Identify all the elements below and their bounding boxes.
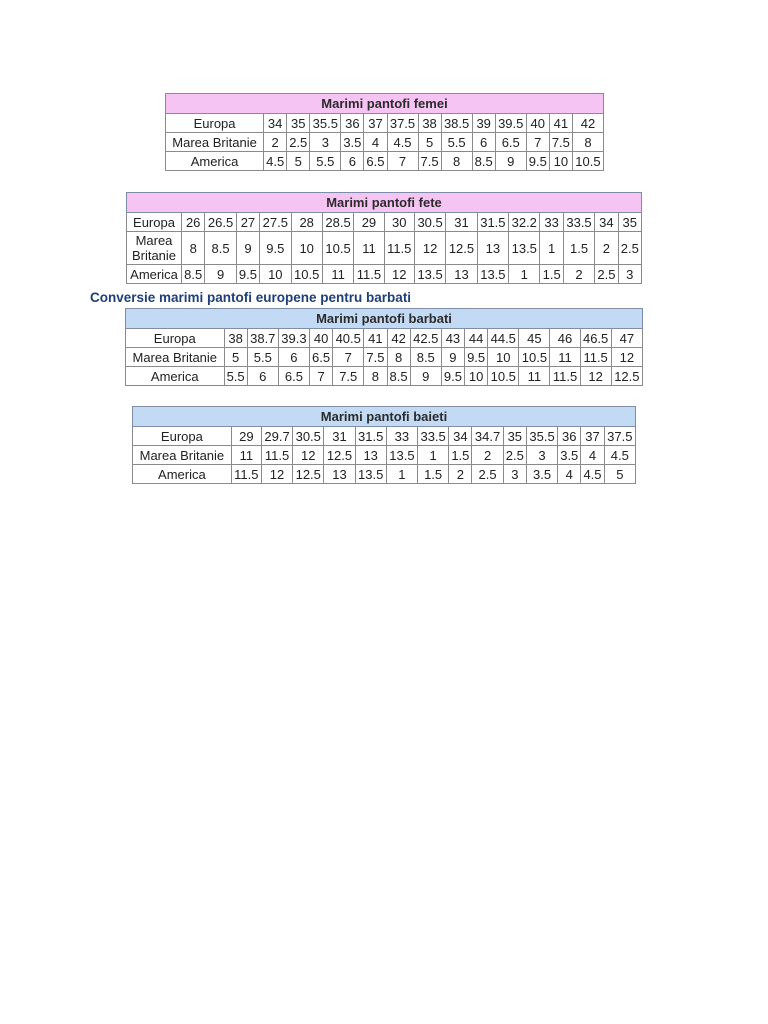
- size-cell: 4: [364, 133, 387, 152]
- size-cell: 13: [446, 265, 477, 284]
- size-cell: 2.5: [618, 232, 641, 265]
- size-cell: 4.5: [581, 465, 604, 484]
- size-cell: 13: [477, 232, 508, 265]
- size-cell: 1: [509, 265, 540, 284]
- row-label: Marea Britanie: [166, 133, 264, 152]
- men-size-table: [125, 308, 643, 386]
- size-cell: 27.5: [260, 213, 291, 232]
- boys-size-table: [132, 406, 636, 484]
- size-cell: 7: [387, 152, 418, 171]
- size-cell: 34.7: [472, 427, 503, 446]
- size-cell: 3: [310, 133, 341, 152]
- size-cell: 1.5: [449, 446, 472, 465]
- size-cell: 33: [386, 427, 417, 446]
- size-cell: 36: [558, 427, 581, 446]
- size-cell: 11.5: [261, 446, 292, 465]
- size-cell: 3: [503, 465, 526, 484]
- size-cell: 1: [386, 465, 417, 484]
- size-cell: 38.7: [247, 329, 278, 348]
- size-cell: 37.5: [387, 114, 418, 133]
- table-row: [166, 152, 604, 171]
- size-cell: 46.5: [580, 329, 611, 348]
- size-cell: 1.5: [540, 265, 563, 284]
- size-cell: 42: [572, 114, 603, 133]
- size-cell: 35.5: [526, 427, 557, 446]
- size-cell: 29: [231, 427, 261, 446]
- size-cell: 31.5: [355, 427, 386, 446]
- size-cell: 3.5: [526, 465, 557, 484]
- size-cell: 10: [291, 232, 322, 265]
- size-cell: 6.5: [364, 152, 387, 171]
- size-cell: 8.5: [410, 348, 441, 367]
- size-cell: 34: [595, 213, 618, 232]
- size-cell: 9: [495, 152, 526, 171]
- table-title-row: [127, 193, 642, 213]
- size-cell: 8.5: [205, 232, 236, 265]
- size-cell: 9.5: [236, 265, 259, 284]
- table-title: Marimi pantofi barbati: [126, 309, 643, 329]
- size-cell: 30.5: [414, 213, 445, 232]
- table-row: [127, 232, 642, 265]
- size-cell: 37: [581, 427, 604, 446]
- size-cell: 10.5: [519, 348, 550, 367]
- size-cell: 40: [309, 329, 332, 348]
- size-cell: 5: [418, 133, 441, 152]
- size-cell: 13.5: [477, 265, 508, 284]
- size-cell: 13: [355, 446, 386, 465]
- size-cell: 39.3: [278, 329, 309, 348]
- size-cell: 2.5: [595, 265, 618, 284]
- size-cell: 7.5: [418, 152, 441, 171]
- size-cell: 10: [549, 152, 572, 171]
- size-cell: 11.5: [231, 465, 261, 484]
- size-cell: 43: [441, 329, 464, 348]
- size-cell: 37.5: [604, 427, 635, 446]
- row-label: Europa: [133, 427, 232, 446]
- size-cell: 2: [472, 446, 503, 465]
- size-cell: 5: [224, 348, 247, 367]
- size-cell: 45: [519, 329, 550, 348]
- size-cell: 8: [182, 232, 205, 265]
- table-row: [133, 446, 636, 465]
- size-cell: 7: [333, 348, 364, 367]
- size-cell: 27: [236, 213, 259, 232]
- table-row: [126, 348, 643, 367]
- size-cell: 8: [441, 152, 472, 171]
- size-cell: 12: [414, 232, 445, 265]
- size-cell: 31: [446, 213, 477, 232]
- size-cell: 7.5: [549, 133, 572, 152]
- size-cell: 7.5: [364, 348, 387, 367]
- size-cell: 12.5: [611, 367, 642, 386]
- size-cell: 9: [410, 367, 441, 386]
- table-row: [166, 133, 604, 152]
- size-cell: 29: [354, 213, 384, 232]
- size-cell: 11.5: [354, 265, 384, 284]
- size-cell: 33: [540, 213, 563, 232]
- table-row: [166, 114, 604, 133]
- row-label: Marea Britanie: [133, 446, 232, 465]
- size-cell: 11.5: [384, 232, 414, 265]
- size-cell: 31.5: [477, 213, 508, 232]
- size-cell: 10.5: [322, 232, 353, 265]
- size-cell: 38: [224, 329, 247, 348]
- size-cell: 28.5: [322, 213, 353, 232]
- size-cell: 32.2: [509, 213, 540, 232]
- size-cell: 5.5: [247, 348, 278, 367]
- size-cell: 10: [465, 367, 488, 386]
- table-title-row: [166, 94, 604, 114]
- size-cell: 36: [341, 114, 364, 133]
- size-cell: 5.5: [310, 152, 341, 171]
- size-cell: 41: [364, 329, 387, 348]
- size-cell: 29.7: [261, 427, 292, 446]
- size-cell: 10: [488, 348, 519, 367]
- size-cell: 35.5: [310, 114, 341, 133]
- size-cell: 11: [322, 265, 353, 284]
- table-row: [127, 213, 642, 232]
- size-cell: 6: [472, 133, 495, 152]
- size-cell: 44.5: [488, 329, 519, 348]
- size-cell: 4: [558, 465, 581, 484]
- row-label: America: [126, 367, 225, 386]
- size-cell: 2: [449, 465, 472, 484]
- size-cell: 40: [526, 114, 549, 133]
- row-label: Europa: [166, 114, 264, 133]
- size-cell: 42: [387, 329, 410, 348]
- row-label: America: [133, 465, 232, 484]
- size-cell: 8.5: [182, 265, 205, 284]
- size-cell: 35: [287, 114, 310, 133]
- size-cell: 42.5: [410, 329, 441, 348]
- size-cell: 12.5: [446, 232, 477, 265]
- size-cell: 3.5: [558, 446, 581, 465]
- women-size-table: [165, 93, 604, 171]
- size-cell: 39: [472, 114, 495, 133]
- size-cell: 39.5: [495, 114, 526, 133]
- size-cell: 2: [563, 265, 594, 284]
- table-row: [133, 465, 636, 484]
- size-cell: 33.5: [418, 427, 449, 446]
- size-cell: 11: [519, 367, 550, 386]
- size-cell: 6.5: [495, 133, 526, 152]
- size-cell: 2: [595, 232, 618, 265]
- size-cell: 11: [550, 348, 580, 367]
- size-cell: 10.5: [488, 367, 519, 386]
- size-cell: 40.5: [333, 329, 364, 348]
- size-cell: 38: [418, 114, 441, 133]
- size-cell: 9: [236, 232, 259, 265]
- size-cell: 30.5: [293, 427, 324, 446]
- row-label: Marea Britanie: [126, 348, 225, 367]
- size-cell: 12: [261, 465, 292, 484]
- size-cell: 1.5: [563, 232, 594, 265]
- row-label: America: [127, 265, 182, 284]
- size-cell: 8: [364, 367, 387, 386]
- size-cell: 35: [618, 213, 641, 232]
- size-cell: 2.5: [503, 446, 526, 465]
- size-cell: 41: [549, 114, 572, 133]
- size-cell: 6.5: [278, 367, 309, 386]
- size-cell: 1.5: [418, 465, 449, 484]
- size-cell: 12.5: [293, 465, 324, 484]
- size-cell: 10.5: [572, 152, 603, 171]
- size-cell: 11: [231, 446, 261, 465]
- size-cell: 34: [449, 427, 472, 446]
- size-cell: 11: [354, 232, 384, 265]
- size-cell: 12: [293, 446, 324, 465]
- size-cell: 6: [247, 367, 278, 386]
- size-cell: 7: [526, 133, 549, 152]
- size-cell: 2: [264, 133, 287, 152]
- size-cell: 6.5: [309, 348, 332, 367]
- row-label: Marea Britanie: [127, 232, 182, 265]
- size-cell: 44: [465, 329, 488, 348]
- table-row: [127, 265, 642, 284]
- size-cell: 30: [384, 213, 414, 232]
- size-cell: 9: [205, 265, 236, 284]
- size-cell: 47: [611, 329, 642, 348]
- size-cell: 8: [387, 348, 410, 367]
- table-title-row: [126, 309, 643, 329]
- size-cell: 26.5: [205, 213, 236, 232]
- size-cell: 13.5: [355, 465, 386, 484]
- size-cell: 10: [260, 265, 291, 284]
- row-label: America: [166, 152, 264, 171]
- size-cell: 3: [618, 265, 641, 284]
- table-row: [126, 329, 643, 348]
- size-cell: 13.5: [386, 446, 417, 465]
- size-cell: 34: [264, 114, 287, 133]
- size-cell: 38.5: [441, 114, 472, 133]
- size-cell: 8.5: [472, 152, 495, 171]
- size-cell: 13.5: [414, 265, 445, 284]
- size-cell: 9.5: [526, 152, 549, 171]
- size-cell: 31: [324, 427, 355, 446]
- size-cell: 46: [550, 329, 580, 348]
- size-cell: 5.5: [441, 133, 472, 152]
- size-cell: 7.5: [333, 367, 364, 386]
- size-cell: 12.5: [324, 446, 355, 465]
- size-cell: 28: [291, 213, 322, 232]
- size-cell: 3.5: [341, 133, 364, 152]
- size-cell: 26: [182, 213, 205, 232]
- size-cell: 5.5: [224, 367, 247, 386]
- row-label: Europa: [126, 329, 225, 348]
- size-cell: 12: [580, 367, 611, 386]
- row-label: Europa: [127, 213, 182, 232]
- size-cell: 9.5: [260, 232, 291, 265]
- size-cell: 4.5: [387, 133, 418, 152]
- size-cell: 6: [341, 152, 364, 171]
- size-cell: 35: [503, 427, 526, 446]
- size-cell: 12: [611, 348, 642, 367]
- size-cell: 10.5: [291, 265, 322, 284]
- size-cell: 4: [581, 446, 604, 465]
- size-cell: 4.5: [264, 152, 287, 171]
- size-cell: 9.5: [441, 367, 464, 386]
- size-cell: 11.5: [580, 348, 611, 367]
- size-cell: 1: [540, 232, 563, 265]
- size-cell: 2.5: [287, 133, 310, 152]
- size-cell: 5: [604, 465, 635, 484]
- size-cell: 37: [364, 114, 387, 133]
- table-title: Marimi pantofi baieti: [133, 407, 636, 427]
- table-row: [126, 367, 643, 386]
- size-cell: 9.5: [465, 348, 488, 367]
- size-cell: 11.5: [550, 367, 580, 386]
- size-cell: 13: [324, 465, 355, 484]
- size-cell: 5: [287, 152, 310, 171]
- size-cell: 1: [418, 446, 449, 465]
- men-conversion-note: Conversie marimi pantofi europene pentru barbati: [90, 290, 412, 305]
- table-title: Marimi pantofi fete: [127, 193, 642, 213]
- table-title-row: [133, 407, 636, 427]
- size-cell: 8.5: [387, 367, 410, 386]
- size-cell: 6: [278, 348, 309, 367]
- size-cell: 3: [526, 446, 557, 465]
- size-cell: 8: [572, 133, 603, 152]
- size-cell: 4.5: [604, 446, 635, 465]
- size-cell: 33.5: [563, 213, 594, 232]
- size-cell: 12: [384, 265, 414, 284]
- table-title: Marimi pantofi femei: [166, 94, 604, 114]
- table-row: [133, 427, 636, 446]
- girls-size-table: [126, 192, 642, 284]
- size-cell: 13.5: [509, 232, 540, 265]
- size-cell: 9: [441, 348, 464, 367]
- size-cell: 7: [309, 367, 332, 386]
- size-cell: 2.5: [472, 465, 503, 484]
